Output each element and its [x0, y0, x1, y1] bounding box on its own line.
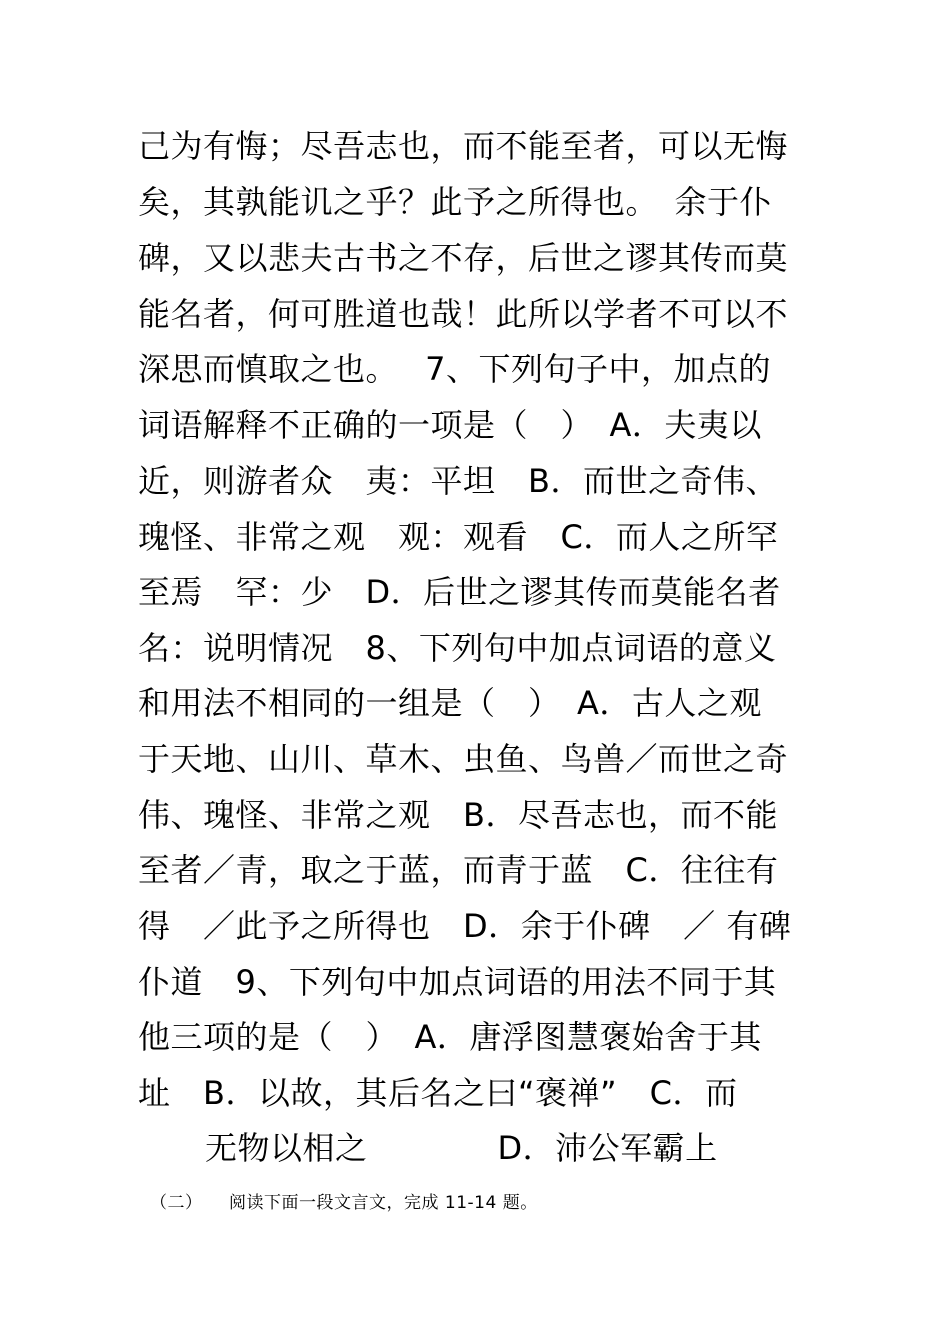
text-line-13: 伟、瑰怪、非常之观 B．尽吾志也，而不能: [138, 796, 778, 834]
text-line-6: 词语解释不正确的一项是（ ） A．夫夷以: [138, 406, 762, 444]
text-line-16: 仆道 9、下列句中加点词语的用法不同于其: [138, 963, 777, 1001]
text-line-10: 名：说明情况 8、下列句中加点词语的意义: [138, 629, 777, 667]
text-line-12: 于天地、山川、草木、虫鱼、鸟兽／而世之奇: [138, 740, 789, 778]
text-line-4: 能名者，何可胜道也哉！此所以学者不可以不: [138, 295, 789, 333]
text-line-7: 近，则游者众 夷：平坦 B．而世之奇伟、: [138, 462, 778, 500]
text-line-5: 深思而慎取之也。 7、下列句子中，加点的: [138, 350, 772, 388]
text-line-11: 和用法不相同的一组是（ ） A．古人之观: [138, 684, 762, 722]
text-line-3: 碑，又以悲夫古书之不存，后世之谬其传而莫: [138, 239, 789, 277]
text-line-1: 己为有悔；尽吾志也，而不能至者，可以无悔: [138, 127, 789, 165]
text-line-14: 至者／青，取之于蓝，而青于蓝 C．往往有: [138, 851, 779, 889]
text-line-15: 得 ／此予之所得也 D．余于仆碑 ／ 有碑: [138, 907, 792, 945]
text-line-17: 他三项的是（ ） A．唐浮图慧褒始舍于其: [138, 1018, 762, 1056]
text-line-19: 无物以相之 D．沛公军霸上: [205, 1129, 718, 1167]
text-line-18: 址 B．以故，其后名之曰“褒禅” C．而: [138, 1074, 738, 1112]
text-line-2: 矣，其孰能讥之乎？此予之所得也。 余于仆: [138, 183, 773, 221]
text-line-8: 瑰怪、非常之观 观：观看 C．而人之所罕: [138, 518, 779, 556]
text-line-9: 至焉 罕：少 D．后世之谬其传而莫能名者: [138, 573, 781, 611]
section-heading: （二） 阅读下面一段文言文，完成 11-14 题。: [150, 1193, 538, 1213]
